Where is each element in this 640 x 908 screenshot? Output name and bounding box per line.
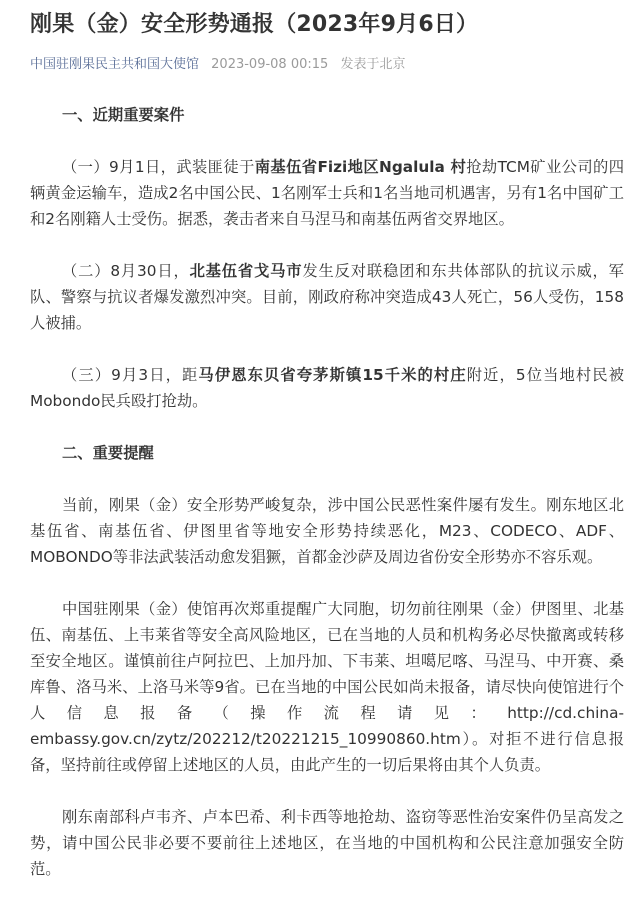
case-1-location: 南基伍省Fizi地区Ngalula 村 [254,158,467,176]
account-name-link[interactable]: 中国驻刚果民主共和国大使馆 [30,57,200,72]
case-3-lead: （三）9月3日，距 [62,366,199,384]
publish-date: 2023-09-08 00:15 [211,57,329,72]
article-meta [30,56,405,74]
paragraph-travel-warning: 中国驻刚果（金）使馆再次郑重提醒广大同胞，切勿前往刚果（金）伊图里、北基伍、南基伍、上韦莱省等安全高风险地区，已在当地的人员和机构务必尽快撤离或转移至安全地区。谨慎前往卢阿拉巴、上加丹加、下韦莱、坦噶尼喀、马涅马、中开赛、桑库鲁、洛马米、上洛马米等9省。已在当地的中国公民如尚未报备，请尽快向使馆进行个人信息报备（操作流程请见：http://cd.china-embassy.gov.cn/zytz/202212/t20221215_10990860.htm）。对拒不进行信息报备，坚持前往或停留上述地区的人员，由此产生的一切后果将由其个人负责。 [30,600,624,774]
paragraph-case-2 [30,258,624,336]
section-heading-recent-cases: 一、近期重要案件 [62,106,185,124]
case-2-detail: 发生反对联稳团和东共体部队的抗议示威，军队、警察与抗议者爆发激烈冲突。目前，刚政府称冲突造成43人死亡，56人受伤，158人被捕。 [30,262,624,332]
case-3-location: 马伊恩东贝省夸茅斯镇15千米的村庄 [198,366,467,384]
case-2-location: 北基伍省戈马市 [189,262,303,280]
article-body [30,102,624,908]
case-3-detail: 附近，5位当地村民被Mobondo民兵殴打抢劫。 [30,366,624,410]
paragraph-security-situation: 当前，刚果（金）安全形势严峻复杂，涉中国公民恶性案件屡有发生。刚东地区北基伍省、南基伍省、伊图里省等地安全形势持续恶化，M23、CODECO、ADF、MOBONDO等非法武装活动愈发猖獗，首都金沙萨及周边省份安全形势亦不容乐观。 [30,496,624,566]
paragraph-southeast-warning: 刚东南部科卢韦齐、卢本巴希、利卡西等地抢劫、盗窃等恶性治安案件仍呈高发之势，请中国公民非必要不要前往上述地区，在当地的中国机构和公民注意加强安全防范。 [30,808,624,878]
case-2-lead: （二）8月30日， [62,262,190,280]
paragraph-case-1 [30,154,624,232]
publish-location: 发表于北京 [340,57,406,72]
case-1-detail: 抢劫TCM矿业公司的四辆黄金运输车，造成2名中国公民、1名刚军士兵和1名当地司机遇害，另有1名中国矿工和2名刚籍人士受伤。据悉，袭击者来自马涅马和南基伍两省交界地区。 [30,158,624,228]
article-title: 刚果（金）安全形势通报（2023年9月6日） [30,12,479,37]
paragraph-case-3 [30,362,624,414]
case-1-lead: （一）9月1日，武装匪徒于 [62,158,255,176]
section-heading-reminders: 二、重要提醒 [62,444,154,462]
